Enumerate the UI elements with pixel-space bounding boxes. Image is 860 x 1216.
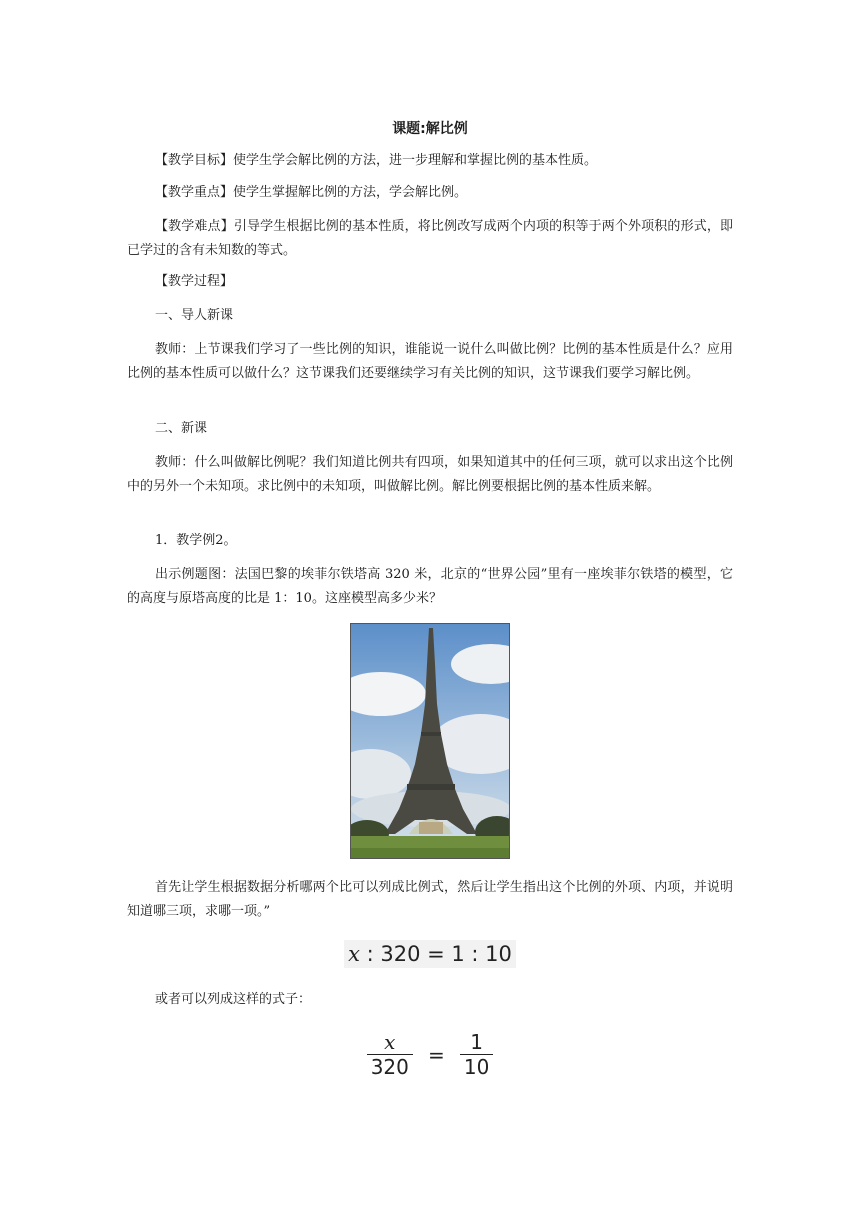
proportion-formula <box>0 940 860 968</box>
right-numerator: 1 <box>470 1030 483 1054</box>
right-fraction <box>460 1030 493 1079</box>
document-title: 课题:解比例 <box>392 121 468 137</box>
teaching-difficulty-paragraph: 【教学难点】引导学生根据比例的基本性质，将比例改写成两个内项的积等于两个外项积的形式，即已学过的含有未知数的等式。 <box>127 219 733 258</box>
formula-variable: x <box>348 942 360 966</box>
example-heading: 1．教学例2。 <box>155 533 237 548</box>
teaching-goal-paragraph: 【教学目标】使学生学会解比例的方法，进一步理解和掌握比例的基本性质。 <box>155 153 598 168</box>
formula-rest: : 320 = 1 : 10 <box>359 942 512 966</box>
left-denominator: 320 <box>367 1054 413 1079</box>
left-fraction <box>367 1030 413 1079</box>
left-numerator: x <box>384 1030 396 1054</box>
teacher-definition-paragraph: 教师：什么叫做解比例呢？我们知道比例共有四项，如果知道其中的任何三项，就可以求出这个比例中的另外一个未知项。求比例中的未知项，叫做解比例。解比例要根据比例的基本性质来解。 <box>127 455 733 494</box>
alternative-form-paragraph: 或者可以列成这样的式子： <box>155 992 312 1007</box>
equals-sign: = <box>427 1042 445 1067</box>
section-intro-heading: 一、导人新课 <box>155 308 234 323</box>
teaching-focus-paragraph: 【教学重点】使学生掌握解比例的方法，学会解比例。 <box>155 185 468 200</box>
example-problem-paragraph: 出示例题图：法国巴黎的埃菲尔铁塔高 320 米，北京的“世界公园”里有一座埃菲尔铁塔的模型，它的高度与原塔高度的比是 1：10。这座模型高多少米？ <box>127 567 733 606</box>
right-denominator: 10 <box>460 1054 493 1079</box>
eiffel-tower-photo <box>350 623 510 859</box>
analysis-paragraph: 首先让学生根据数据分析哪两个比可以列成比例式，然后让学生指出这个比例的外项、内项，并说明知道哪三项，求哪一项。” <box>127 880 733 919</box>
fraction-formula <box>0 1030 860 1079</box>
teaching-process-heading: 【教学过程】 <box>155 274 234 289</box>
teacher-intro-paragraph: 教师：上节课我们学习了一些比例的知识，谁能说一说什么叫做比例？比例的基本性质是什么？应用比例的基本性质可以做什么？这节课我们还要继续学习有关比例的知识，这节课我们要学习解比例。 <box>127 342 733 381</box>
section-new-lesson-heading: 二、新课 <box>155 421 208 436</box>
